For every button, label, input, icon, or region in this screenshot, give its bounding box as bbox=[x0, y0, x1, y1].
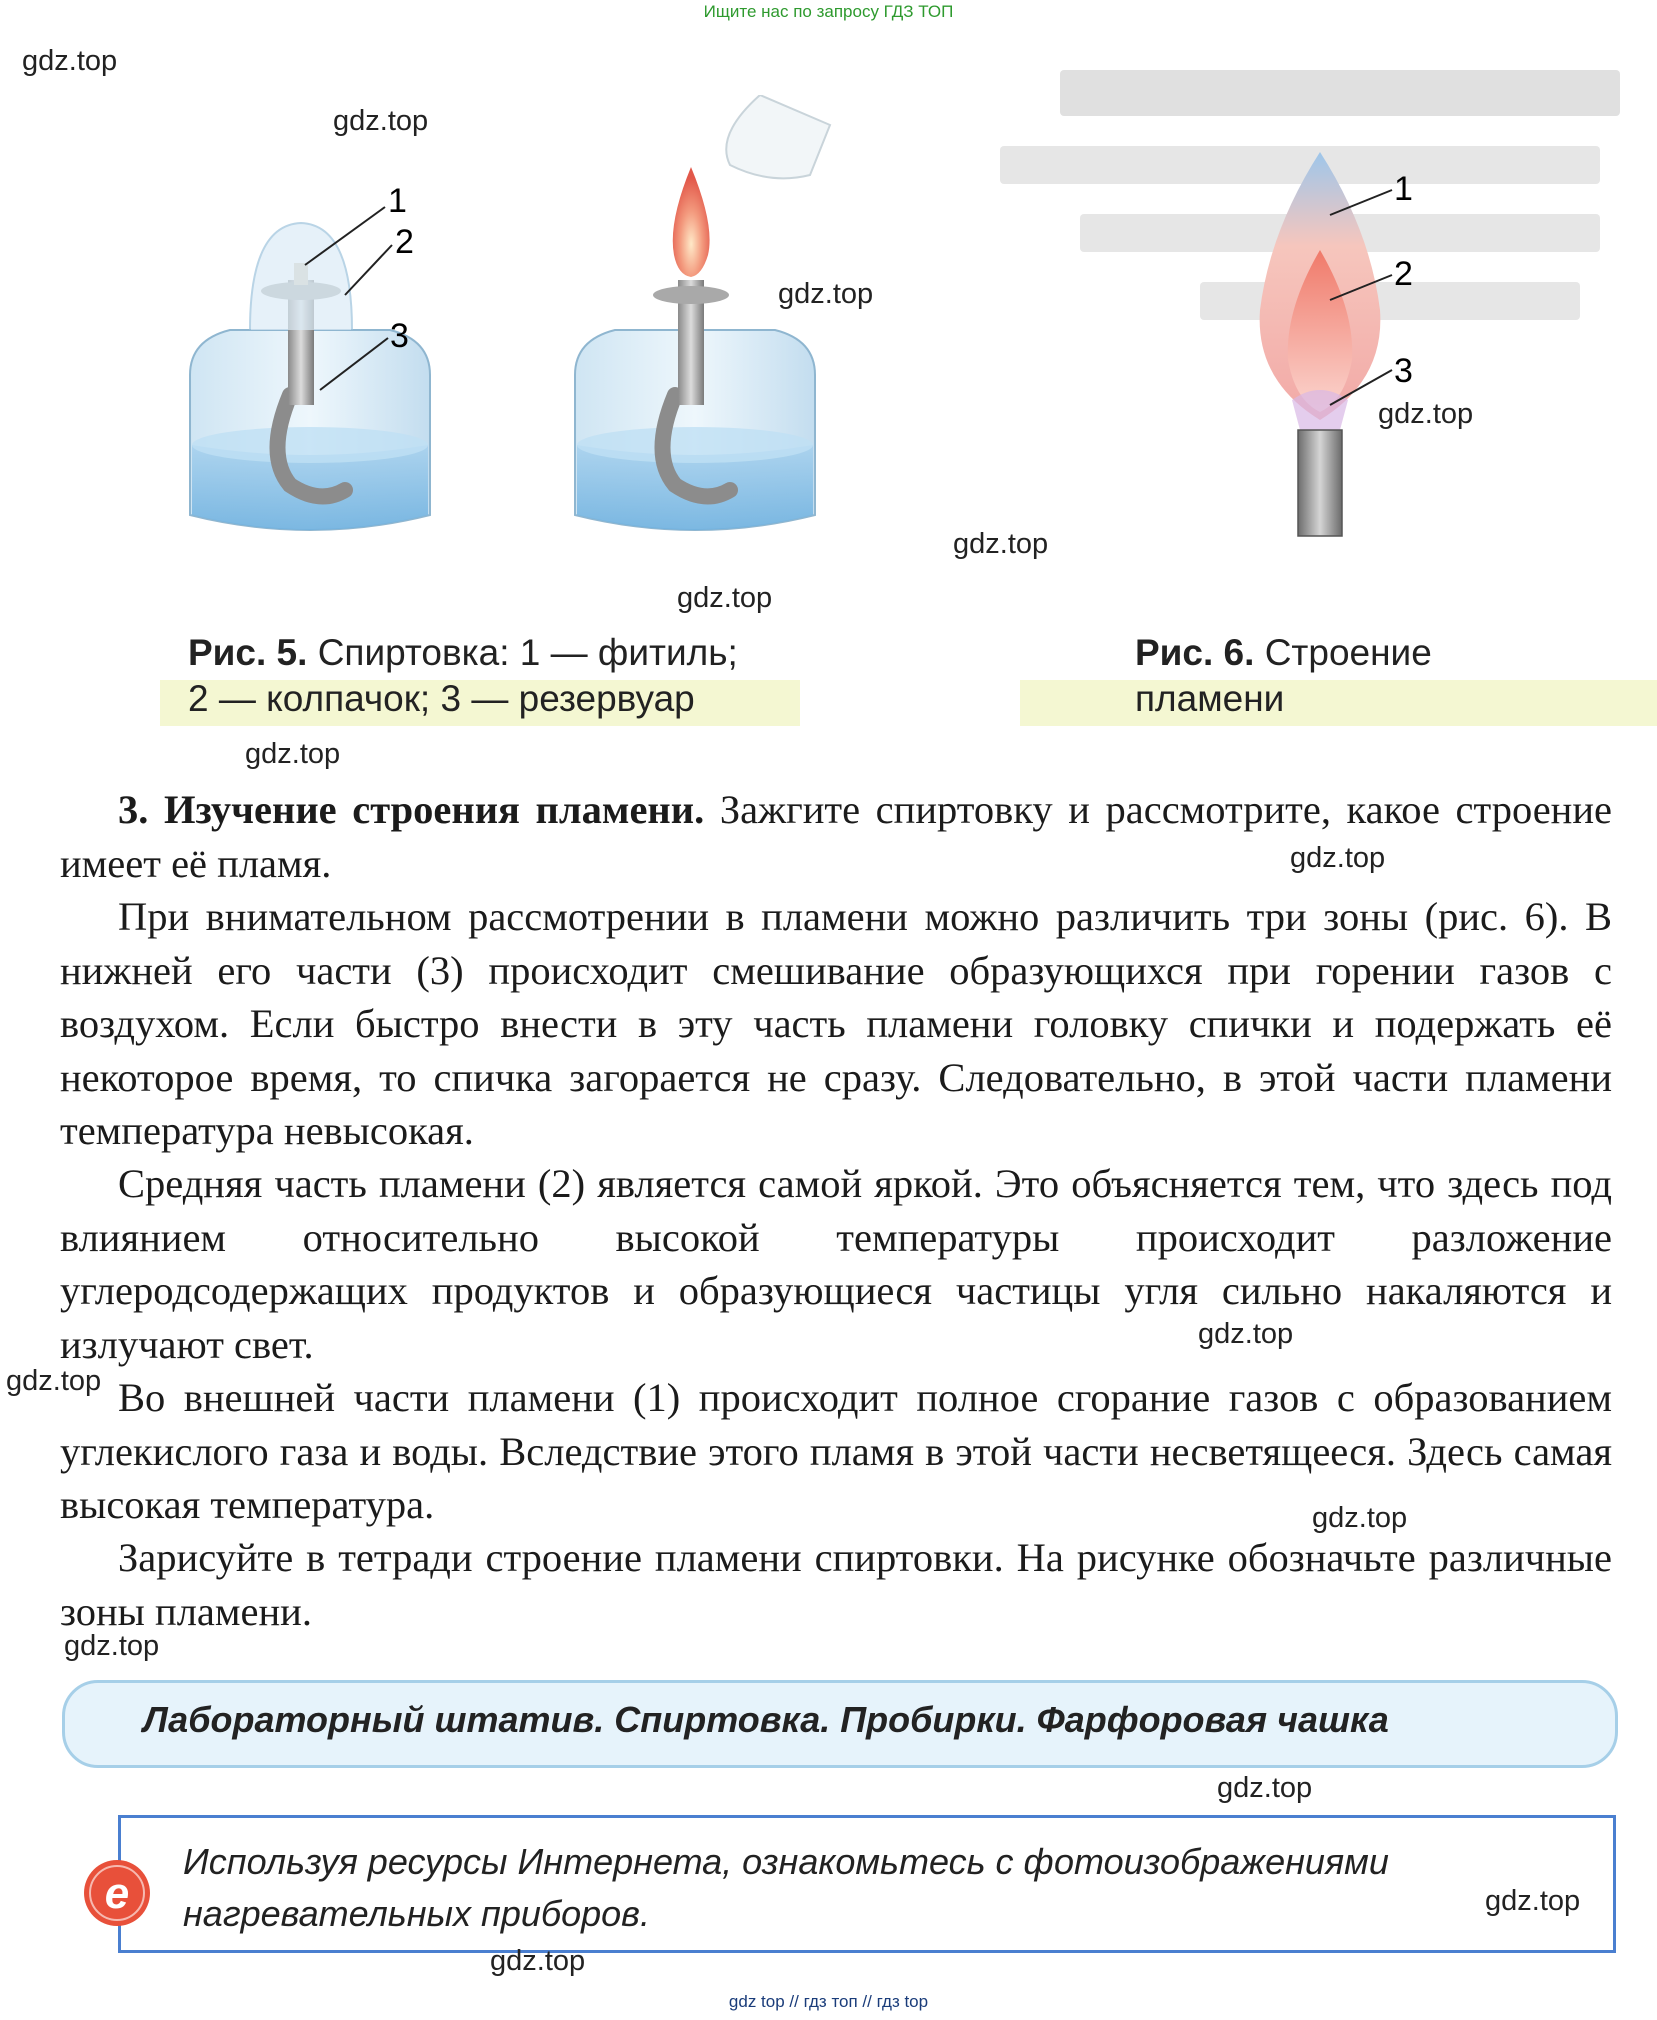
figure-5-caption-lead: Рис. 5. bbox=[188, 632, 308, 673]
watermark: gdz.top bbox=[490, 1945, 586, 1977]
equipment-box bbox=[62, 1680, 1618, 1768]
paragraph-1-text: При внимательном рассмотрении в пламени можно различить три зоны (рис. 6). В нижней его части (3) происходит смешивание образующихся при горении газов с воздухом. Если быстро внести в эту часть пламени головку спички и подержать её некоторое время, то спичка загорается не сразу. Следовательно, в этой части пламени температура невысокая. bbox=[60, 894, 1612, 1153]
figure-6-caption-lead: Рис. 6. bbox=[1135, 632, 1255, 673]
figure-6-flame-structure bbox=[1220, 150, 1460, 540]
paragraph-4-text: Зарисуйте в тетради строение пламени спиртовки. На рисунке обозначьте различные зоны пламени. bbox=[60, 1535, 1612, 1634]
watermark: gdz.top bbox=[22, 45, 118, 77]
fig5-label-1: 1 bbox=[388, 182, 407, 220]
footer-note: gdz top // гдз топ // гдз top bbox=[728, 1992, 929, 2011]
header-note: Ищите нас по запросу ГДЗ ТОП bbox=[703, 2, 954, 21]
paragraph-middle-zone bbox=[60, 1157, 1612, 1371]
watermark: gdz.top bbox=[6, 1365, 102, 1397]
figure-5-spirit-lamp bbox=[170, 95, 890, 575]
watermark: gdz.top bbox=[64, 1630, 160, 1662]
e-resource-icon bbox=[82, 1858, 152, 1928]
fig5-label-3: 3 bbox=[390, 317, 409, 355]
paragraph-task bbox=[60, 1531, 1612, 1638]
paragraph-2-text: Средняя часть пламени (2) является самой яркой. Это объясняется тем, что здесь под влиянием относительно высокой температуры происходит разложение углеродсодержащих продуктов и образующиеся частицы угля сильно накаляются и излучают свет. bbox=[60, 1161, 1612, 1367]
figure-5-caption bbox=[188, 630, 888, 722]
fig6-label-3: 3 bbox=[1394, 352, 1413, 390]
equipment-list: Лабораторный штатив. Спиртовка. Пробирки. Фарфоровая чашка bbox=[143, 1699, 1389, 1740]
fig5-label-2: 2 bbox=[395, 223, 414, 261]
watermark: gdz.top bbox=[1485, 1885, 1581, 1917]
fig6-label-2: 2 bbox=[1394, 255, 1413, 293]
figure-6-caption-line2: пламени bbox=[1135, 678, 1285, 719]
watermark: gdz.top bbox=[1198, 1318, 1294, 1350]
watermark: gdz.top bbox=[778, 278, 874, 310]
lamp-with-cap bbox=[190, 182, 430, 530]
watermark: gdz.top bbox=[245, 738, 341, 770]
watermark: gdz.top bbox=[953, 528, 1049, 560]
fig6-label-1: 1 bbox=[1394, 170, 1413, 208]
figure-6-caption-line1: Строение bbox=[1264, 632, 1432, 673]
watermark: gdz.top bbox=[1217, 1772, 1313, 1804]
watermark: gdz.top bbox=[1312, 1502, 1408, 1534]
internet-task-text: Используя ресурсы Интернета, ознакомьтесь с фотоизображениями нагревательных приборов. bbox=[183, 1841, 1389, 1934]
svg-text:e: e bbox=[104, 1869, 130, 1918]
paragraph-lower-zone bbox=[60, 890, 1612, 1158]
internet-task-box bbox=[118, 1815, 1616, 1953]
figure-5-caption-line2: 2 — колпачок; 3 — резервуар bbox=[188, 678, 695, 719]
watermark: gdz.top bbox=[1290, 842, 1386, 874]
watermark: gdz.top bbox=[333, 105, 429, 137]
section-intro-text: Зажгите спиртовку и рассмотрите, какое строение имеет её пламя. bbox=[60, 787, 1613, 886]
paragraph-3-text: Во внешней части пламени (1) происходит полное сгорание газов с образованием углекислого газа и воды. Вследствие этого пламя в этой части несветящееся. Здесь самая высокая температура. bbox=[60, 1375, 1612, 1527]
figure-6-caption bbox=[1135, 630, 1555, 722]
watermark: gdz.top bbox=[1378, 398, 1474, 430]
section-heading: 3. Изучение строения пламени. bbox=[118, 787, 705, 832]
lamp-lit bbox=[575, 95, 830, 530]
figure-5-caption-line1: Спиртовка: 1 — фитиль; bbox=[317, 632, 738, 673]
watermark: gdz.top bbox=[677, 582, 773, 614]
